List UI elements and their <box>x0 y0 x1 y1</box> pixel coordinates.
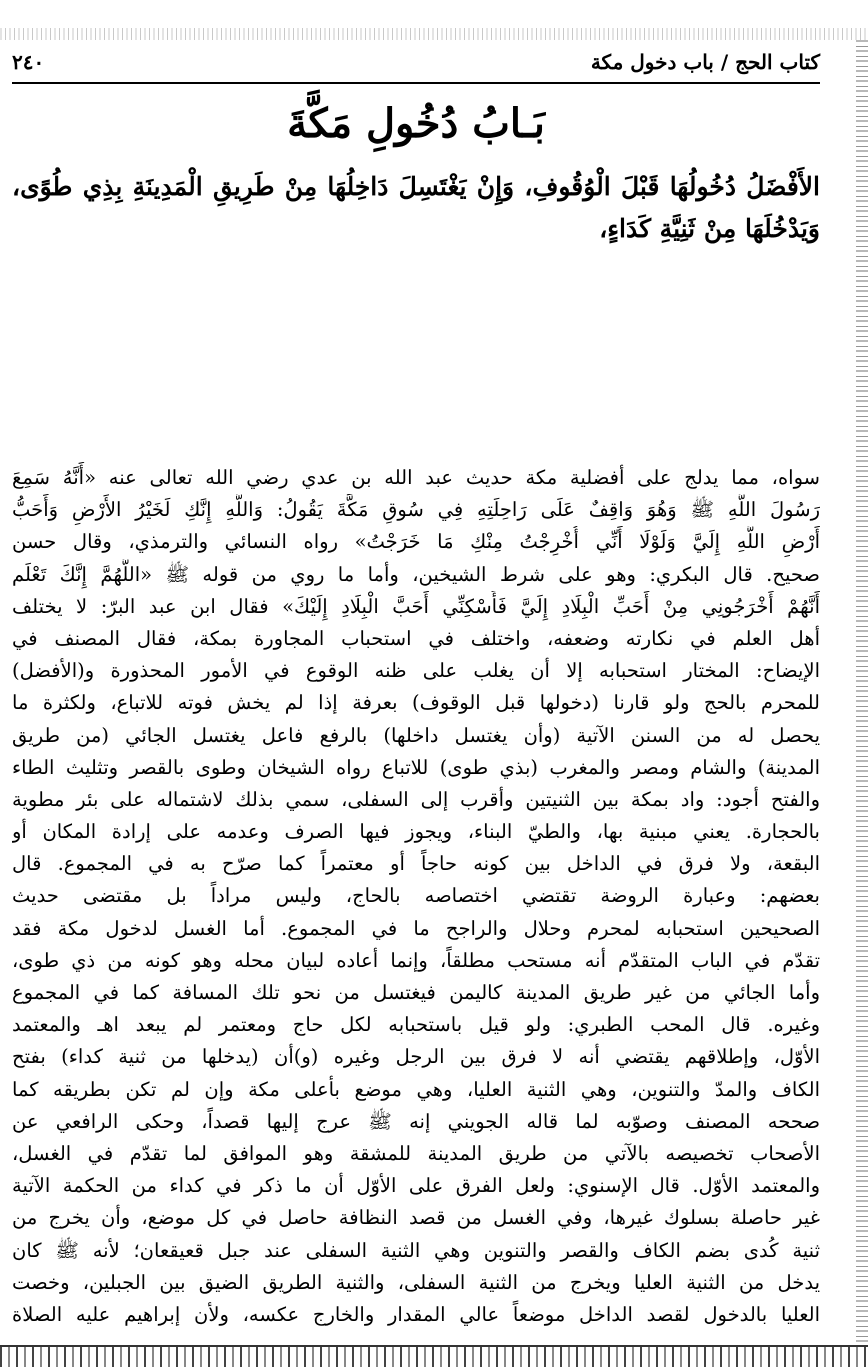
body-line: وأما الجائي من غير طريق المدينة كاليمن فيغتسل من نحو تلك المسافة كما في المجموع <box>12 981 820 1004</box>
body-line: غير حاصلة بسلوك غيرها، وفي الغسل من قصد النظافة حاصل في كل موضع، وأن يخرج من <box>12 1206 820 1230</box>
body-line: وغيره. قال المحب الطبري: ولو قيل باستحبابه لكل حاج ومعتمر لم يبعد اهـ والمعتمد <box>12 1013 820 1037</box>
body-line: الأوّل، وإطلاقهم يقتضي أنه لا فرق بين الرجل وغيره (و)أن (يدخلها من ثنية كداء) بفتح <box>12 1045 820 1069</box>
body-line: العليا بالدخول لقصد الداخل موضعاً عالي المقدار والخارج عكسه، ولأن إبراهيم عليه الصلاة <box>12 1302 820 1326</box>
body-line: صحيح. قال البكري: وهو على شرط الشيخين، وأما ما روي من قوله ﷺ «اللَّهُمَّ إِنَّكَ تَعْلَم <box>12 562 820 586</box>
body-line: ثنية كُدى بضم الكاف والقصر والتنوين وهي الثنية السفلى عند جبل قعيقعان؛ لأنه ﷺ كان <box>12 1238 820 1262</box>
body-line: أَنَّهُمْ أَخْرَجُونِي مِنْ أَحَبِّ الْبِلَادِ إِلَيَّ فَأَسْكِنِّي أَحَبَّ الْبِلَادِ إِلَيْكَ» فقال ابن عبد البرّ: لا يختلف <box>12 594 820 618</box>
body-line: الإيضاح: المختار استحبابه إلا أن يغلب على ظنه الوقوع في الأمور المحذورة و(الأفضل) <box>12 659 820 683</box>
body-line: المدينة) والشام ومصر والمغرب (بذي طوى) للاتباع رواه الشيخان وطوى بالقصر وتثليث الطاء <box>12 755 820 779</box>
page-number: ٢٤٠ <box>12 50 45 74</box>
body-line: بالحجارة. يعني مبنية بها، والطيّ البناء، ويجوز فيها الصرف وعدمه على إرادة المكان أو <box>12 820 820 844</box>
commentary-body <box>12 462 820 1331</box>
body-line: للمحرم بالحج ولو قارنا (دخولها قبل الوقوف) بعرفة إذا لم يخش فوته للاتباع، ولكثرة ما <box>12 691 820 715</box>
top-decorative-strip <box>0 28 868 40</box>
body-line: يدخل من الثنية العليا ويخرج من الثنية السفلى، والثنية الطريق الضيق بين الجبلين، وخصت <box>12 1270 820 1294</box>
body-line: أهل العلم في نكارته وضعفه، واختلف في استحباب المجاورة بمكة، فقال المصنف في <box>12 626 820 650</box>
body-line: سواه، مما يدلج على أفضلية مكة حديث عبد الله بن عدي رضي الله تعالى عنه «أَنَّهُ سَمِعَ <box>12 466 820 489</box>
body-line: يحصل له من السنن الآتية (وأن يغتسل داخلها) بالرفع فاعل يغتسل الجائي (من طريق <box>12 723 820 747</box>
body-line: تقدّم في الباب المتقدّم أنه مستحب مطلقاً، وإنما أعاده لبيان محله وهو كونه من ذي طوى، <box>12 948 820 972</box>
right-decorative-border <box>856 40 868 1345</box>
body-line: والمعتمد الأوّل. قال الإسنوي: ولعل الفرق على الأوّل أن ما ذكر في كداء من الحكمة الآتية <box>12 1174 820 1198</box>
running-title: كتاب الحج / باب دخول مكة <box>590 50 820 74</box>
body-line: صححه المصنف وصوّبه لما قاله الجويني إنه ﷺ عرج إليها قصداً، وحكى الرافعي عن <box>12 1109 820 1133</box>
chapter-title: بَـابُ دُخُولِ مَكَّةَ <box>287 100 545 147</box>
body-line: بعضهم: وعبارة الروضة تقتضي اختصاصه بالحاج، وليس مراداً بل مقتضى حديث <box>12 884 820 908</box>
body-line: الأصحاب تخصيصه بالآتي من طريق المدينة للمشقة وهو الموافق لما تقدّم في الغسل، <box>12 1141 820 1165</box>
body-line: أَرْضِ اللَّهِ إِلَيَّ وَلَوْلَا أَنِّي أُخْرِجْتُ مِنْكِ مَا خَرَجْتُ» رواه النسائي والترمذي، وقال حسن <box>12 530 820 554</box>
body-line: البقعة، ولا فرق في الداخل بين كونه حاجاً أو معتمراً كما صرّح به في المجموع. قال <box>12 852 820 876</box>
bottom-decorative-border <box>0 1345 868 1367</box>
matn-line: الأَفْضَلُ دُخُولُهَا قَبْلَ الْوُقُوفِ، وَإِنْ يَغْتَسِلَ دَاخِلُهَا مِنْ طَرِيقِ الْمَدِينَةِ بِذِي طُوًى، <box>12 172 820 201</box>
body-line: رَسُولَ اللَّهِ ﷺ وَهُوَ وَاقِفٌ عَلَى رَاحِلَتِهِ فِي سُوقِ مَكَّةَ يَقُولُ: وَاللَّهِ إِنَّكِ لَخَيْرُ الأَرْضِ وَأَحَبُّ <box>12 498 820 522</box>
body-line: الصحيحين استحبابه لمحرم وحلال والراجح ما في المجموع. أما الغسل لدخول مكة فقد <box>12 916 820 940</box>
body-line: والفتح أجود: واد بمكة بين الثنيتين وأقرب إلى السفلى، سمي بذلك لاشتماله على بئر مطوية <box>12 787 820 811</box>
body-line: الكاف والمدّ والتنوين، وهي الثنية العليا، وهي موضع بأعلى مكة وإن لم تكن بطريقه كما <box>12 1077 820 1101</box>
page-header <box>12 46 820 84</box>
matn-line: وَيَدْخُلَهَا مِنْ ثَنِيَّةِ كَدَاءٍ، <box>599 214 820 243</box>
